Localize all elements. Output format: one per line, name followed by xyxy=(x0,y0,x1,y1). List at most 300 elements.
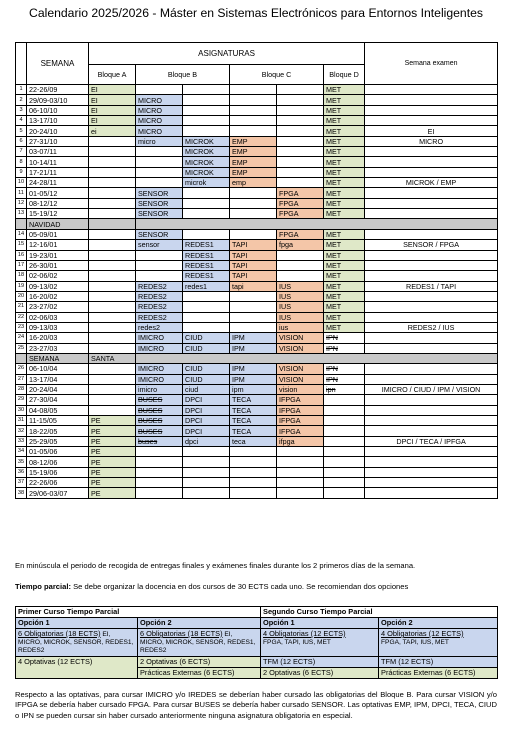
bloque-c2-cell xyxy=(277,85,324,95)
bloque-a-cell xyxy=(89,271,136,281)
c2-option1-tfm: TFM (12 ECTS) xyxy=(261,657,379,668)
bloque-c2-cell xyxy=(277,488,324,498)
week-row xyxy=(16,416,498,426)
bloque-c1-cell xyxy=(230,198,277,208)
bloque-c1-cell xyxy=(230,116,277,126)
bloque-c1-cell xyxy=(230,322,277,332)
week-dates: 26-30/01 xyxy=(27,260,89,270)
week-dates: 01-05/12 xyxy=(27,188,89,198)
week-row xyxy=(16,312,498,322)
exam-cell xyxy=(365,105,498,115)
week-dates: 09-13/02 xyxy=(27,281,89,291)
week-dates: 09-13/03 xyxy=(27,322,89,332)
footer-text: Respecto a las optativas, para cursar IMICRO y/o IREDES se deberían haber cursado las obligatorias del Bloque B. Para cursar VISION y/o IFPGA se debería haber cursado FPGA. Para cursar BUSES se debería haber cursado SENSOR. Las optativas EMP, IPM, DPCI, TECA, CIUD o IPN se pueden cursar sin haber cursado anteriormente ninguna asignatura obligatoria en especial. xyxy=(15,690,497,720)
week-dates: 10-14/11 xyxy=(27,157,89,167)
bloque-d-cell xyxy=(324,488,365,498)
bloque-c2-cell xyxy=(277,178,324,188)
bloque-c2-cell: ius xyxy=(277,322,324,332)
week-dates: 12-16/01 xyxy=(27,240,89,250)
bloque-b1-cell: MICRO xyxy=(136,126,183,136)
calendar-body xyxy=(16,85,498,499)
bloque-b1-cell: REDES2 xyxy=(136,291,183,301)
bloque-a-cell xyxy=(89,291,136,301)
bloque-c1-cell: IPM xyxy=(230,364,277,374)
week-dates: 24-28/11 xyxy=(27,178,89,188)
bloque-b2-cell: REDES1 xyxy=(183,260,230,270)
bloque-a-cell xyxy=(89,188,136,198)
week-row xyxy=(16,167,498,177)
bloque-b2-cell xyxy=(183,198,230,208)
bloque-b1-cell: IMICRO xyxy=(136,374,183,384)
bloque-a-cell: PE xyxy=(89,416,136,426)
bloque-b1-cell: IMICRO xyxy=(136,333,183,343)
week-dates: 27-30/04 xyxy=(27,395,89,405)
header-semana-examen: Semana examen xyxy=(365,43,498,85)
week-dates: 20-24/10 xyxy=(27,126,89,136)
bloque-b1-cell: REDES2 xyxy=(136,302,183,312)
week-number: 18 xyxy=(16,271,27,281)
exam-cell xyxy=(365,95,498,105)
week-dates: 19-23/01 xyxy=(27,250,89,260)
week-number: 33 xyxy=(16,436,27,446)
bloque-b1-cell: SENSOR xyxy=(136,198,183,208)
bloque-c2-cell: IUS xyxy=(277,302,324,312)
exam-cell xyxy=(365,271,498,281)
bloque-d-cell: MET xyxy=(324,136,365,146)
exam-cell: REDES1 / TAPI xyxy=(365,281,498,291)
week-dates: 15-19/12 xyxy=(27,209,89,219)
week-number: 37 xyxy=(16,478,27,488)
bloque-c1-cell: EMP xyxy=(230,136,277,146)
c2-option2-practices: Prácticas Externas (6 ECTS) xyxy=(379,668,498,679)
week-row xyxy=(16,240,498,250)
week-row xyxy=(16,333,498,343)
bloque-c1-cell: EMP xyxy=(230,147,277,157)
bloque-b2-cell xyxy=(183,188,230,198)
bloque-c1-cell: teca xyxy=(230,436,277,446)
bloque-d-cell: MET xyxy=(324,105,365,115)
c1-option2-label: Opción 2 xyxy=(138,618,261,629)
exam-cell xyxy=(365,333,498,343)
week-row xyxy=(16,447,498,457)
bloque-d-cell: IPN xyxy=(324,333,365,343)
bloque-c2-cell xyxy=(277,457,324,467)
bloque-c1-cell: TAPI xyxy=(230,250,277,260)
bloque-b1-cell xyxy=(136,147,183,157)
break-label-2 xyxy=(89,219,136,229)
bloque-b1-cell xyxy=(136,167,183,177)
break-row xyxy=(16,219,498,229)
bloque-a-cell xyxy=(89,136,136,146)
bloque-c1-cell xyxy=(230,85,277,95)
bloque-a-cell xyxy=(89,302,136,312)
exam-cell xyxy=(365,291,498,301)
bloque-c2-cell xyxy=(277,95,324,105)
bloque-c2-cell xyxy=(277,157,324,167)
week-row xyxy=(16,209,498,219)
bloque-c1-cell xyxy=(230,302,277,312)
bloque-b2-cell: REDES1 xyxy=(183,240,230,250)
bloque-b2-cell: DPCI xyxy=(183,395,230,405)
bloque-c2-cell: IFPGA xyxy=(277,405,324,415)
bloque-c1-cell xyxy=(230,229,277,239)
week-row xyxy=(16,188,498,198)
bloque-c2-cell xyxy=(277,136,324,146)
week-number: 13 xyxy=(16,209,27,219)
bloque-b1-cell xyxy=(136,478,183,488)
exam-cell xyxy=(365,395,498,405)
bloque-c2-cell xyxy=(277,271,324,281)
week-dates: 13-17/10 xyxy=(27,116,89,126)
bloque-a-cell: PE xyxy=(89,467,136,477)
week-number: 19 xyxy=(16,281,27,291)
header-asignaturas: ASIGNATURAS xyxy=(89,43,365,65)
exam-cell xyxy=(365,426,498,436)
bloque-d-cell xyxy=(324,478,365,488)
week-dates: 22-26/09 xyxy=(27,85,89,95)
bloque-c1-cell: TECA xyxy=(230,426,277,436)
break-label: NAVIDAD xyxy=(27,219,89,229)
bloque-c1-cell: TECA xyxy=(230,395,277,405)
bloque-c2-cell: VISION xyxy=(277,333,324,343)
note-part-time xyxy=(15,582,408,592)
week-row xyxy=(16,384,498,394)
bloque-a-cell xyxy=(89,374,136,384)
c2-option1-optional: 2 Optativas (6 ECTS) xyxy=(261,668,379,679)
bloque-d-cell: IPN xyxy=(324,364,365,374)
c1-option2-mandatory: 6 Obligatorias (18 ECTS) EI, MICRO, MICROK, SENSOR, REDES1, REDES2 xyxy=(138,629,261,657)
week-row xyxy=(16,395,498,405)
bloque-d-cell: MET xyxy=(324,116,365,126)
week-number: 9 xyxy=(16,167,27,177)
bloque-a-cell xyxy=(89,209,136,219)
calendar-table xyxy=(15,42,498,499)
week-row xyxy=(16,85,498,95)
header-bloque-b: Bloque B xyxy=(136,65,230,85)
exam-cell xyxy=(365,260,498,270)
bloque-b1-cell: SENSOR xyxy=(136,188,183,198)
week-number: 26 xyxy=(16,364,27,374)
bloque-b1-cell: sensor xyxy=(136,240,183,250)
exam-cell: REDES2 / IUS xyxy=(365,322,498,332)
week-dates: 03-07/11 xyxy=(27,147,89,157)
bloque-c1-cell xyxy=(230,488,277,498)
week-dates: 25-29/05 xyxy=(27,436,89,446)
bloque-c2-cell: FPGA xyxy=(277,229,324,239)
week-dates: 06-10/04 xyxy=(27,364,89,374)
bloque-b2-cell: REDES1 xyxy=(183,271,230,281)
bloque-d-cell: MET xyxy=(324,302,365,312)
week-number: 36 xyxy=(16,467,27,477)
bloque-d-cell xyxy=(324,416,365,426)
c2-option1-label: Opción 1 xyxy=(261,618,379,629)
bloque-c2-cell xyxy=(277,250,324,260)
exam-cell xyxy=(365,85,498,95)
week-number: 11 xyxy=(16,188,27,198)
week-number: 5 xyxy=(16,126,27,136)
bloque-d-cell: MET xyxy=(324,240,365,250)
week-row xyxy=(16,426,498,436)
bloque-b1-cell: IMICRO xyxy=(136,364,183,374)
week-row xyxy=(16,157,498,167)
week-dates: 04-08/05 xyxy=(27,405,89,415)
week-row xyxy=(16,198,498,208)
bloque-c1-cell: TAPI xyxy=(230,271,277,281)
bloque-b2-cell: CIUD xyxy=(183,343,230,353)
bloque-b1-cell xyxy=(136,157,183,167)
bloque-d-cell: MET xyxy=(324,250,365,260)
week-row xyxy=(16,322,498,332)
exam-cell xyxy=(365,167,498,177)
bloque-b2-cell xyxy=(183,105,230,115)
exam-cell xyxy=(365,312,498,322)
week-dates: 22-26/06 xyxy=(27,478,89,488)
exam-cell: DPCI / TECA / IPFGA xyxy=(365,436,498,446)
week-row xyxy=(16,229,498,239)
exam-cell: IMICRO / CIUD / IPM / VISION xyxy=(365,384,498,394)
week-row xyxy=(16,271,498,281)
exam-cell xyxy=(365,374,498,384)
bloque-d-cell: MET xyxy=(324,188,365,198)
week-number: 25 xyxy=(16,343,27,353)
bloque-d-cell xyxy=(324,426,365,436)
bloque-b1-cell: REDES2 xyxy=(136,281,183,291)
week-number: 4 xyxy=(16,116,27,126)
week-row xyxy=(16,457,498,467)
bloque-d-cell: MET xyxy=(324,167,365,177)
bloque-c1-cell: IPM xyxy=(230,343,277,353)
bloque-b2-cell: ciud xyxy=(183,384,230,394)
week-dates: 13-17/04 xyxy=(27,374,89,384)
bloque-b2-cell xyxy=(183,126,230,136)
exam-cell xyxy=(365,478,498,488)
exam-cell: EI xyxy=(365,126,498,136)
week-number: 12 xyxy=(16,198,27,208)
bloque-a-cell: PE xyxy=(89,447,136,457)
bloque-a-cell xyxy=(89,343,136,353)
bloque-d-cell xyxy=(324,405,365,415)
second-course-title: Segundo Curso Tiempo Parcial xyxy=(261,607,498,618)
week-row xyxy=(16,105,498,115)
bloque-c2-cell: vision xyxy=(277,384,324,394)
bloque-b1-cell xyxy=(136,178,183,188)
bloque-a-cell xyxy=(89,333,136,343)
bloque-a-cell xyxy=(89,322,136,332)
bloque-b2-cell xyxy=(183,229,230,239)
bloque-b2-cell xyxy=(183,322,230,332)
week-dates: 23-27/03 xyxy=(27,343,89,353)
bloque-c2-cell xyxy=(277,447,324,457)
bloque-b2-cell: MICROK xyxy=(183,136,230,146)
bloque-d-cell: MET xyxy=(324,271,365,281)
bloque-b2-cell: microk xyxy=(183,178,230,188)
week-row xyxy=(16,302,498,312)
bloque-a-cell: PE xyxy=(89,436,136,446)
exam-cell xyxy=(365,416,498,426)
bloque-b1-cell xyxy=(136,250,183,260)
bloque-c1-cell xyxy=(230,291,277,301)
bloque-a-cell xyxy=(89,157,136,167)
bloque-a-cell xyxy=(89,147,136,157)
bloque-b1-cell: micro xyxy=(136,136,183,146)
bloque-a-cell: PE xyxy=(89,457,136,467)
header-semana: SEMANA xyxy=(27,43,89,85)
week-row xyxy=(16,343,498,353)
c1-option2-practices: Prácticas Externas (6 ECTS) xyxy=(138,668,261,679)
week-row xyxy=(16,405,498,415)
bloque-b1-cell: REDES2 xyxy=(136,312,183,322)
week-number: 10 xyxy=(16,178,27,188)
week-number: 21 xyxy=(16,302,27,312)
bloque-c1-cell xyxy=(230,467,277,477)
bloque-a-cell xyxy=(89,229,136,239)
week-row xyxy=(16,178,498,188)
bloque-b1-cell: BUSES xyxy=(136,426,183,436)
bloque-d-cell: MET xyxy=(324,229,365,239)
week-number: 8 xyxy=(16,157,27,167)
bloque-b2-cell: REDES1 xyxy=(183,250,230,260)
bloque-b1-cell: BUSES xyxy=(136,405,183,415)
week-row xyxy=(16,467,498,477)
bloque-c1-cell: EMP xyxy=(230,167,277,177)
bloque-d-cell: MET xyxy=(324,312,365,322)
bloque-a-cell: EI xyxy=(89,95,136,105)
exam-cell: MICRO xyxy=(365,136,498,146)
week-dates: 29/06-03/07 xyxy=(27,488,89,498)
bloque-c1-cell xyxy=(230,105,277,115)
week-row xyxy=(16,436,498,446)
bloque-c1-cell: TAPI xyxy=(230,260,277,270)
bloque-a-cell: ei xyxy=(89,126,136,136)
bloque-b1-cell: BUSES xyxy=(136,416,183,426)
bloque-b2-cell xyxy=(183,447,230,457)
bloque-c2-cell: VISION xyxy=(277,364,324,374)
part-time-table xyxy=(15,606,498,679)
bloque-b2-cell xyxy=(183,478,230,488)
bloque-a-cell xyxy=(89,250,136,260)
bloque-b1-cell: MICRO xyxy=(136,95,183,105)
bloque-b2-cell: MICROK xyxy=(183,167,230,177)
bloque-b1-cell: SENSOR xyxy=(136,229,183,239)
bloque-c2-cell: IFPGA xyxy=(277,395,324,405)
bloque-a-cell: EI xyxy=(89,105,136,115)
bloque-a-cell xyxy=(89,198,136,208)
bloque-a-cell xyxy=(89,281,136,291)
exam-cell xyxy=(365,209,498,219)
bloque-d-cell: ipn xyxy=(324,384,365,394)
week-number: 32 xyxy=(16,426,27,436)
week-number: 24 xyxy=(16,333,27,343)
header-bloque-a: Bloque A xyxy=(89,65,136,85)
bloque-d-cell: MET xyxy=(324,178,365,188)
bloque-c2-cell: IUS xyxy=(277,291,324,301)
week-row xyxy=(16,147,498,157)
bloque-b1-cell: SENSOR xyxy=(136,209,183,219)
break-label-2: SANTA xyxy=(89,353,136,363)
week-dates: 06-10/10 xyxy=(27,105,89,115)
week-number: 3 xyxy=(16,105,27,115)
bloque-c2-cell: VISION xyxy=(277,374,324,384)
bloque-c2-cell xyxy=(277,467,324,477)
bloque-c1-cell xyxy=(230,126,277,136)
week-number: 29 xyxy=(16,395,27,405)
week-dates: 18-22/05 xyxy=(27,426,89,436)
week-number: 14 xyxy=(16,229,27,239)
bloque-c2-cell: IFPGA xyxy=(277,426,324,436)
bloque-c1-cell: IPM xyxy=(230,333,277,343)
week-number: 23 xyxy=(16,322,27,332)
bloque-c2-cell: IUS xyxy=(277,312,324,322)
exam-cell xyxy=(365,229,498,239)
week-number: 34 xyxy=(16,447,27,457)
bloque-b2-cell: CIUD xyxy=(183,333,230,343)
week-row xyxy=(16,364,498,374)
bloque-a-cell xyxy=(89,260,136,270)
c1-option1-optional: 4 Optativas (12 ECTS) xyxy=(16,657,138,679)
bloque-b1-cell xyxy=(136,488,183,498)
week-row xyxy=(16,260,498,270)
break-label: SEMANA xyxy=(27,353,89,363)
bloque-d-cell: MET xyxy=(324,85,365,95)
bloque-c2-cell xyxy=(277,105,324,115)
week-dates: 29/09-03/10 xyxy=(27,95,89,105)
bloque-b2-cell xyxy=(183,302,230,312)
bloque-b2-cell: CIUD xyxy=(183,364,230,374)
week-number: 20 xyxy=(16,291,27,301)
week-dates: 02-06/03 xyxy=(27,312,89,322)
bloque-b1-cell xyxy=(136,467,183,477)
bloque-b1-cell: redes2 xyxy=(136,322,183,332)
week-number: 17 xyxy=(16,260,27,270)
c1-option1-mandatory: 6 Obligatorias (18 ECTS) EI, MICRO, MICROK, SENSOR, REDES1, REDES2 xyxy=(16,629,138,657)
week-dates: 08-12/12 xyxy=(27,198,89,208)
week-number: 27 xyxy=(16,374,27,384)
bloque-a-cell: EI xyxy=(89,116,136,126)
bloque-d-cell: MET xyxy=(324,291,365,301)
bloque-b2-cell: MICROK xyxy=(183,157,230,167)
bloque-d-cell xyxy=(324,395,365,405)
bloque-c2-cell xyxy=(277,167,324,177)
bloque-d-cell xyxy=(324,457,365,467)
week-row xyxy=(16,126,498,136)
week-number: 2 xyxy=(16,95,27,105)
bloque-d-cell: MET xyxy=(324,281,365,291)
note-lowercase: En minúscula el periodo de recogida de entregas finales y exámenes finales durante los 2 primeros días de la semana. xyxy=(15,561,416,570)
bloque-b2-cell xyxy=(183,209,230,219)
week-row xyxy=(16,281,498,291)
bloque-c2-cell: VISION xyxy=(277,343,324,353)
bloque-a-cell xyxy=(89,364,136,374)
exam-cell: SENSOR / FPGA xyxy=(365,240,498,250)
page-title: Calendario 2025/2026 - Máster en Sistemas Electrónicos para Entornos Inteligentes xyxy=(29,6,483,20)
week-row xyxy=(16,116,498,126)
bloque-d-cell: IPN xyxy=(324,374,365,384)
header-bloque-c: Bloque C xyxy=(230,65,324,85)
bloque-b2-cell xyxy=(183,457,230,467)
bloque-d-cell: MET xyxy=(324,198,365,208)
bloque-b1-cell xyxy=(136,271,183,281)
bloque-b1-cell: imicro xyxy=(136,384,183,394)
bloque-d-cell: MET xyxy=(324,157,365,167)
c2-option2-label: Opción 2 xyxy=(379,618,498,629)
bloque-b2-cell xyxy=(183,95,230,105)
bloque-b1-cell: MICRO xyxy=(136,105,183,115)
bloque-d-cell xyxy=(324,436,365,446)
exam-cell xyxy=(365,157,498,167)
week-row xyxy=(16,95,498,105)
bloque-b2-cell xyxy=(183,85,230,95)
first-course-title: Primer Curso Tiempo Parcial xyxy=(16,607,261,618)
